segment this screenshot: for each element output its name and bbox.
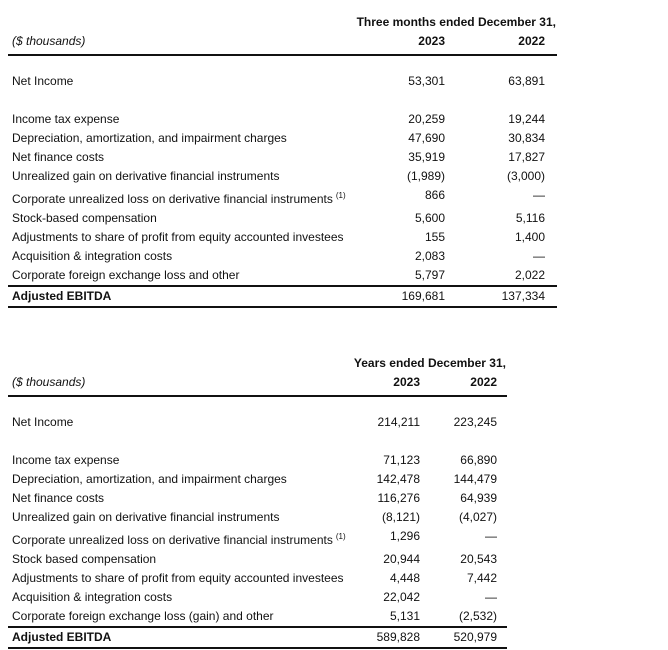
table-row xyxy=(8,110,557,129)
column-header-2023: 2023 xyxy=(393,375,420,389)
value-2022: 64,939 xyxy=(460,491,497,505)
table-row xyxy=(8,148,557,167)
row-label: Stock based compensation xyxy=(12,552,157,566)
row-label: Acquisition & integration costs xyxy=(12,249,173,263)
table-row xyxy=(8,209,557,228)
value-2022: 19,244 xyxy=(508,112,545,126)
net-income-row xyxy=(8,413,507,432)
row-label: Unrealized gain on derivative financial instruments xyxy=(12,510,280,524)
value-2022: 63,891 xyxy=(508,74,545,88)
footnote-marker: (1) xyxy=(335,532,346,541)
value-2022: 1,400 xyxy=(514,230,545,244)
table-row xyxy=(8,186,557,209)
column-header-2022: 2022 xyxy=(518,34,545,48)
period-header: Years ended December 31, xyxy=(353,356,506,370)
value-2022: — xyxy=(485,590,497,604)
row-label: Net finance costs xyxy=(12,150,105,164)
row-label: Adjustments to share of profit from equity accounted investees xyxy=(12,230,344,244)
total-value-2022: 137,334 xyxy=(501,289,545,303)
unit-label: ($ thousands) xyxy=(12,34,86,48)
value-2022: — xyxy=(485,529,497,543)
quarterly-adjusted-ebitda-table xyxy=(8,13,557,308)
table-row xyxy=(8,588,507,607)
adjusted-ebitda-total-row xyxy=(8,626,507,649)
value-2023: 22,042 xyxy=(383,590,420,604)
total-value-2023: 169,681 xyxy=(401,289,445,303)
table-row xyxy=(8,167,557,186)
spacer xyxy=(8,56,557,72)
annual-adjusted-ebitda-table xyxy=(8,354,507,649)
row-label: Income tax expense xyxy=(12,453,120,467)
value-2022: 17,827 xyxy=(508,150,545,164)
value-2022: — xyxy=(533,249,545,263)
value-2023: 2,083 xyxy=(414,249,445,263)
total-label: Adjusted EBITDA xyxy=(12,630,112,644)
value-2023: 47,690 xyxy=(408,131,445,145)
row-label: Income tax expense xyxy=(12,112,120,126)
spacer xyxy=(8,432,507,451)
table-row xyxy=(8,569,507,588)
column-header-row xyxy=(8,32,557,56)
row-label-text: Corporate unrealized loss on derivative financial instruments xyxy=(12,533,333,547)
column-header-2023: 2023 xyxy=(418,34,445,48)
row-label: Unrealized gain on derivative financial instruments xyxy=(12,169,280,183)
value-2022: 5,116 xyxy=(515,211,545,225)
table-row xyxy=(8,228,557,247)
value-2022: 7,442 xyxy=(466,571,497,585)
spacer xyxy=(8,397,507,413)
value-2023: (1,989) xyxy=(406,169,445,183)
value-2023: 116,276 xyxy=(377,491,420,505)
column-header-2022: 2022 xyxy=(470,375,497,389)
footnote-marker: (1) xyxy=(335,191,346,200)
value-2022: 30,834 xyxy=(508,131,545,145)
value-2022: — xyxy=(533,188,545,202)
net-income-row xyxy=(8,72,557,91)
table-row xyxy=(8,129,557,148)
value-2023: 35,919 xyxy=(408,150,445,164)
table-row xyxy=(8,451,507,470)
total-value-2022: 520,979 xyxy=(453,630,497,644)
row-label: Depreciation, amortization, and impairment charges xyxy=(12,131,287,145)
row-label: Adjustments to share of profit from equity accounted investees xyxy=(12,571,344,585)
value-2023: 214,211 xyxy=(377,415,420,429)
table-row xyxy=(8,247,557,266)
row-label xyxy=(8,186,346,209)
row-label: Acquisition & integration costs xyxy=(12,590,173,604)
total-value-2023: 589,828 xyxy=(376,630,420,644)
table-row xyxy=(8,266,557,285)
value-2023: 5,131 xyxy=(389,609,420,623)
total-label: Adjusted EBITDA xyxy=(12,289,112,303)
adjusted-ebitda-total-row xyxy=(8,285,557,308)
value-2023: 155 xyxy=(424,230,445,244)
value-2022: 2,022 xyxy=(514,268,545,282)
table-row xyxy=(8,489,507,508)
period-header: Three months ended December 31, xyxy=(356,15,556,29)
value-2022: 223,245 xyxy=(453,415,497,429)
row-label: Corporate foreign exchange loss and other xyxy=(12,268,240,282)
spacer xyxy=(8,91,557,110)
row-label: Net Income xyxy=(12,415,74,429)
value-2023: (8,121) xyxy=(381,510,420,524)
table-row xyxy=(8,508,507,527)
value-2023: 142,478 xyxy=(376,472,420,486)
row-label: Net finance costs xyxy=(12,491,105,505)
value-2023: 20,944 xyxy=(383,552,420,566)
column-header-row xyxy=(8,373,507,397)
table-row xyxy=(8,550,507,569)
value-2022: 66,890 xyxy=(460,453,497,467)
value-2022: 20,543 xyxy=(460,552,497,566)
table-row xyxy=(8,607,507,626)
row-label: Depreciation, amortization, and impairment charges xyxy=(12,472,287,486)
value-2023: 1,296 xyxy=(389,529,420,543)
value-2023: 5,797 xyxy=(414,268,445,282)
row-label-text: Corporate unrealized loss on derivative financial instruments xyxy=(12,192,333,206)
value-2022: (2,532) xyxy=(458,609,497,623)
spacer xyxy=(8,308,668,354)
value-2023: 20,259 xyxy=(408,112,445,126)
value-2022: (3,000) xyxy=(506,169,545,183)
value-2023: 866 xyxy=(424,188,445,202)
table-row xyxy=(8,527,507,550)
row-label: Net Income xyxy=(12,74,74,88)
value-2023: 71,123 xyxy=(383,453,420,467)
row-label: Stock-based compensation xyxy=(12,211,157,225)
value-2023: 4,448 xyxy=(389,571,420,585)
value-2022: (4,027) xyxy=(458,510,497,524)
table-row xyxy=(8,470,507,489)
row-label: Corporate foreign exchange loss (gain) and other xyxy=(12,609,274,623)
value-2022: 144,479 xyxy=(453,472,497,486)
unit-label: ($ thousands) xyxy=(12,375,86,389)
value-2023: 53,301 xyxy=(408,74,445,88)
row-label xyxy=(8,527,346,550)
value-2023: 5,600 xyxy=(414,211,445,225)
